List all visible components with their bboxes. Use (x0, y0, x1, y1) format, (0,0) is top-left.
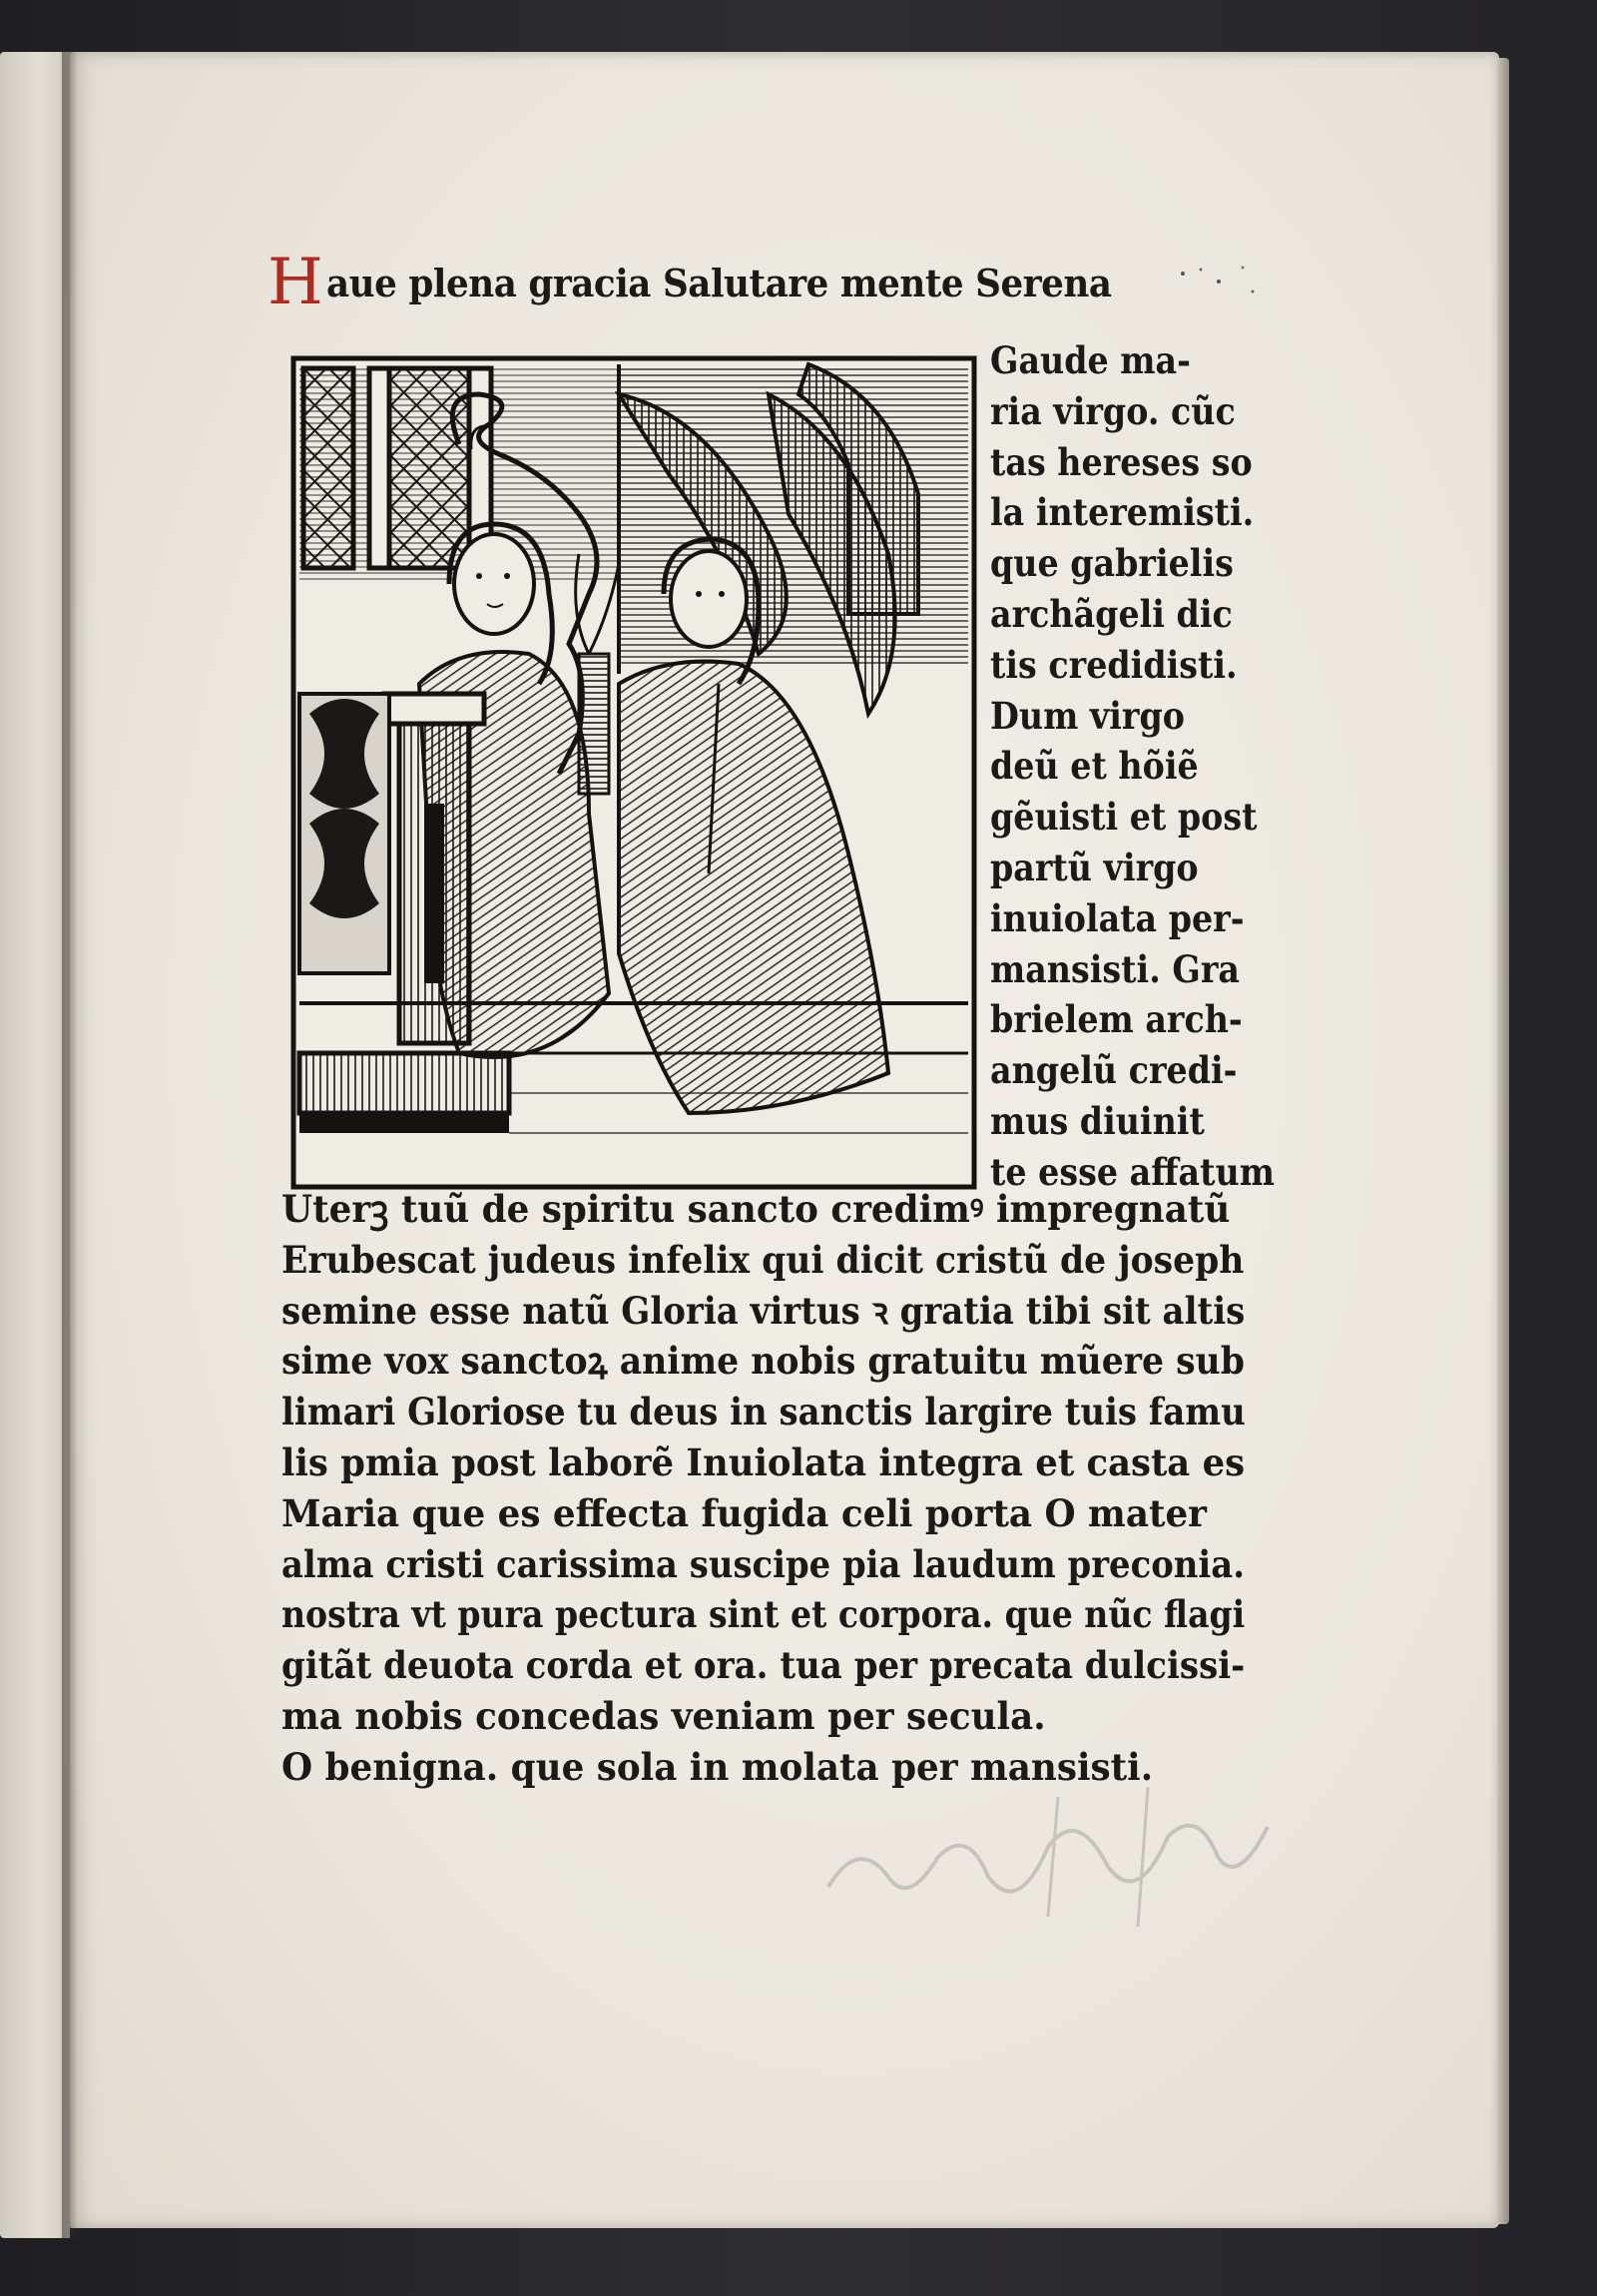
annunciation-woodcut (289, 354, 978, 1191)
gutter-shadow (62, 52, 78, 2238)
column-line: mus diuinit (990, 1098, 1205, 1143)
body-line: limari Gloriose tu deus in sanctis largire tuis famu (281, 1390, 1246, 1435)
body-line: sime vox sanctoꝝ anime nobis gratuitu mũere sub (281, 1339, 1245, 1384)
body-line: alma cristi carissima suscipe pia laudum preconia. (281, 1541, 1245, 1586)
page-fore-edge (1497, 58, 1509, 2224)
ink-specks (1173, 262, 1263, 301)
body-line: nostra vt pura pectura sint et corpora. que nũc flagi (281, 1592, 1246, 1637)
pencil-annotation (818, 1767, 1278, 1967)
column-line: Gaude ma- (990, 338, 1191, 382)
column-line: ria virgo. cũc (990, 388, 1236, 433)
column-line: tis credidisti. (990, 642, 1238, 687)
column-line: brielem arch- (990, 997, 1243, 1042)
column-line: partũ virgo (990, 845, 1199, 889)
side-column-text (990, 335, 1275, 1198)
body-line: Uterꝫ tuũ de spiritu sancto credimꝰ impregnatũ (281, 1187, 1231, 1231)
body-line: lis pmia post laborẽ Inuiolata integra et casta es (281, 1439, 1246, 1484)
column-line: deũ et hõiẽ (990, 744, 1199, 789)
column-line: que gabrielis (990, 541, 1234, 586)
body-line: Erubescat judeus infelix qui dicit cristũ de joseph (281, 1237, 1245, 1282)
column-line: Dum virgo (990, 693, 1185, 738)
body-line: gitãt deuota corda et ora. tua per precata dulcissi- (281, 1643, 1246, 1688)
headline-text: aue plena gracia Salutare mente Serena (326, 260, 1112, 305)
column-line: angelũ credi- (990, 1048, 1238, 1093)
column-line: archãgeli dic (990, 591, 1233, 636)
column-line: inuiolata per- (990, 895, 1245, 940)
body-line: ma nobis concedas veniam per secula. (281, 1693, 1046, 1738)
body-line: O benigna. que sola in molata per mansisti. (281, 1744, 1154, 1789)
column-line: tas hereses so (990, 439, 1253, 484)
rubricated-initial: H (267, 246, 323, 319)
headline (267, 246, 1256, 319)
column-line: te esse affatum (990, 1149, 1275, 1194)
body-line: semine esse natũ Gloria virtus ꝛ gratia tibi sit altis (281, 1288, 1246, 1333)
body-line: Maria que es effecta fugida celi porta O mater (281, 1490, 1207, 1535)
column-line: la interemisti. (990, 490, 1255, 535)
column-line: mansisti. Gra (990, 946, 1240, 991)
body-text (281, 1184, 1280, 1793)
column-line: gẽuisti et post (990, 795, 1258, 840)
facing-page-edge (0, 52, 70, 2238)
